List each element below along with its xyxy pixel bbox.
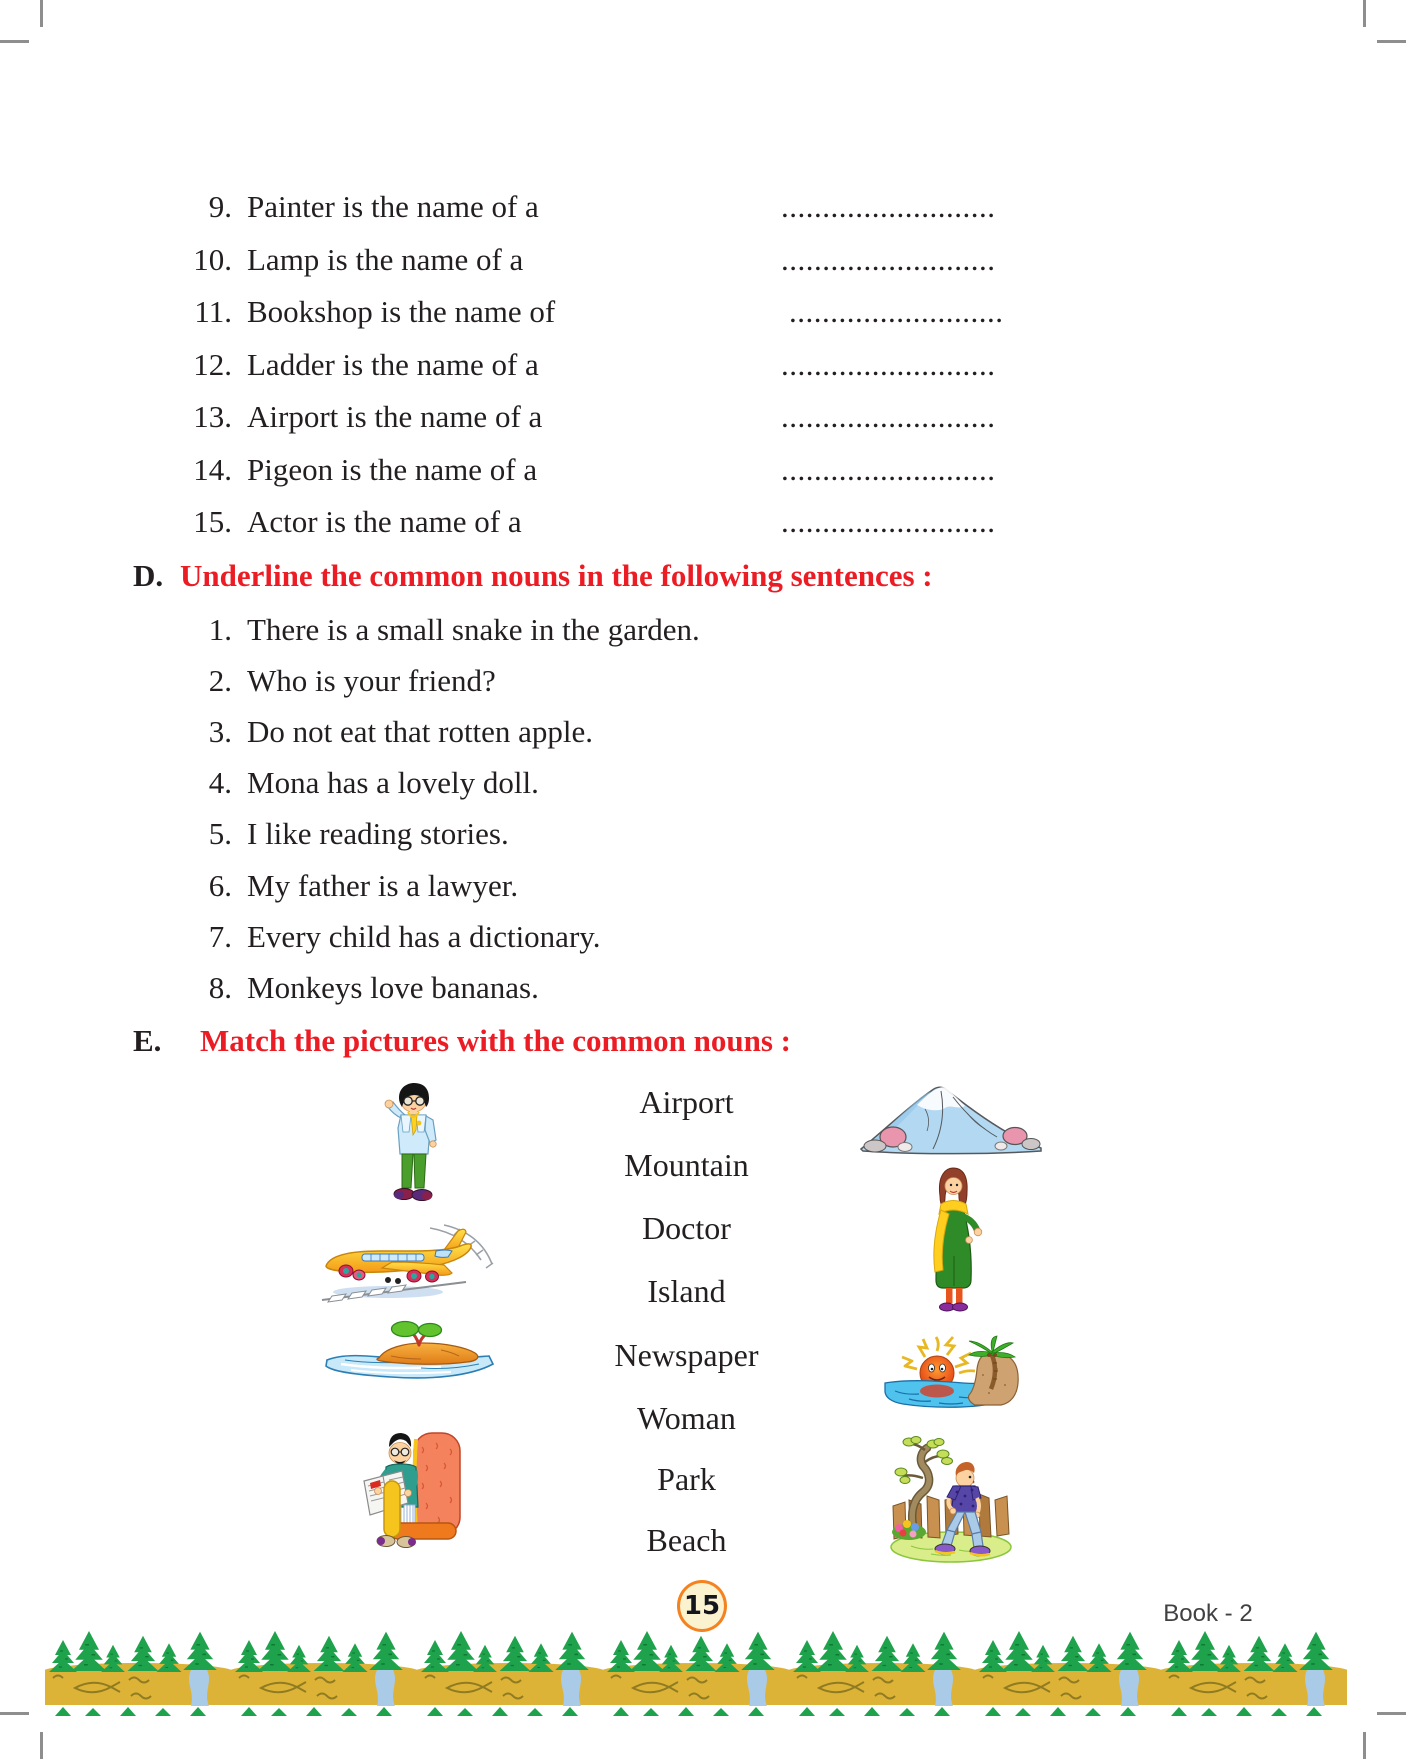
noun-label-island: Island bbox=[647, 1273, 726, 1309]
item-number: 4. bbox=[208, 765, 232, 800]
woman-picture bbox=[913, 1164, 994, 1319]
item-text: Lamp is the name of a bbox=[247, 242, 524, 277]
crop-mark-top-right-h bbox=[1377, 40, 1406, 43]
answer-blank: .......................... bbox=[789, 294, 1004, 329]
fill-in-item bbox=[0, 391, 1406, 443]
answer-blank: .......................... bbox=[781, 189, 996, 224]
crop-mark-top-left-h bbox=[0, 40, 29, 43]
fill-in-item bbox=[0, 444, 1406, 496]
item-number: 10. bbox=[193, 242, 232, 277]
noun-label-woman: Woman bbox=[637, 1400, 736, 1436]
boy-in-park-picture bbox=[885, 1434, 1021, 1564]
sentence-text: My father is a lawyer. bbox=[247, 868, 519, 903]
noun-label-doctor: Doctor bbox=[642, 1210, 731, 1246]
aeroplane-picture bbox=[318, 1224, 498, 1306]
noun-label-newspaper: Newspaper bbox=[614, 1337, 759, 1373]
crop-mark-bottom-left-v bbox=[40, 1732, 43, 1759]
crop-mark-bottom-right-h bbox=[1377, 1712, 1406, 1715]
crop-mark-top-right-v bbox=[1363, 0, 1366, 27]
answer-blank: .......................... bbox=[781, 242, 996, 277]
noun-label-beach: Beach bbox=[646, 1522, 727, 1558]
sentence-item bbox=[0, 808, 1406, 860]
fill-in-item bbox=[0, 181, 1406, 233]
section-d-label: D. bbox=[133, 558, 164, 593]
mountain-picture bbox=[855, 1079, 1045, 1158]
sunset-beach-picture bbox=[879, 1335, 1024, 1419]
section-d-heading: Underline the common nouns in the following sentences : bbox=[180, 558, 933, 593]
sentence-item bbox=[0, 655, 1406, 707]
answer-blank: .......................... bbox=[781, 399, 996, 434]
section-e-label: E. bbox=[133, 1023, 162, 1058]
sentence-text: Who is your friend? bbox=[247, 663, 496, 698]
crop-mark-top-left-v bbox=[40, 0, 43, 27]
answer-blank: .......................... bbox=[781, 347, 996, 382]
sentence-item bbox=[0, 962, 1406, 1014]
sentence-item bbox=[0, 706, 1406, 758]
crop-mark-bottom-left-h bbox=[0, 1712, 29, 1715]
sentence-text: Monkeys love bananas. bbox=[247, 970, 539, 1005]
answer-blank: .......................... bbox=[781, 504, 996, 539]
sentence-text: Do not eat that rotten apple. bbox=[247, 714, 594, 749]
sentence-item bbox=[0, 911, 1406, 963]
fill-in-item bbox=[0, 496, 1406, 548]
sentence-item bbox=[0, 860, 1406, 912]
item-number: 13. bbox=[193, 399, 232, 434]
fill-in-item bbox=[0, 339, 1406, 391]
item-number: 12. bbox=[193, 347, 232, 382]
item-text: Ladder is the name of a bbox=[247, 347, 539, 382]
noun-label-mountain: Mountain bbox=[624, 1147, 749, 1183]
section-d-heading-row bbox=[0, 550, 1406, 602]
item-number: 8. bbox=[208, 970, 232, 1005]
item-number: 15. bbox=[193, 504, 232, 539]
item-text: Actor is the name of a bbox=[247, 504, 522, 539]
item-text: Airport is the name of a bbox=[247, 399, 543, 434]
forest-border-decoration bbox=[45, 1616, 1347, 1716]
item-number: 3. bbox=[208, 714, 232, 749]
answer-blank: .......................... bbox=[781, 452, 996, 487]
fill-in-item bbox=[0, 286, 1406, 338]
sentence-text: Mona has a lovely doll. bbox=[247, 765, 539, 800]
fill-in-item bbox=[0, 234, 1406, 286]
item-number: 7. bbox=[208, 919, 232, 954]
item-number: 6. bbox=[208, 868, 232, 903]
noun-label-park: Park bbox=[657, 1461, 716, 1497]
noun-label-airport: Airport bbox=[639, 1084, 734, 1120]
item-number: 1. bbox=[208, 612, 232, 647]
doctor-picture bbox=[375, 1082, 453, 1210]
section-e-heading: Match the pictures with the common nouns : bbox=[200, 1023, 791, 1058]
sentence-item bbox=[0, 604, 1406, 656]
item-number: 5. bbox=[208, 816, 232, 851]
sentence-item bbox=[0, 757, 1406, 809]
item-text: Pigeon is the name of a bbox=[247, 452, 538, 487]
item-number: 9. bbox=[208, 189, 232, 224]
sentence-text: There is a small snake in the garden. bbox=[247, 612, 700, 647]
item-number: 11. bbox=[194, 294, 232, 329]
man-reading-newspaper-picture bbox=[356, 1419, 470, 1554]
crop-mark-bottom-right-v bbox=[1363, 1732, 1366, 1759]
item-text: Painter is the name of a bbox=[247, 189, 539, 224]
item-number: 2. bbox=[208, 663, 232, 698]
sentence-text: Every child has a dictionary. bbox=[247, 919, 601, 954]
item-text: Bookshop is the name of bbox=[247, 294, 556, 329]
item-number: 14. bbox=[193, 452, 232, 487]
section-e-heading-row bbox=[0, 1015, 1406, 1067]
page-number: 15 bbox=[683, 1591, 721, 1621]
island-picture bbox=[321, 1320, 498, 1386]
sentence-text: I like reading stories. bbox=[247, 816, 509, 851]
book-label: Book - 2 bbox=[1163, 1600, 1253, 1627]
